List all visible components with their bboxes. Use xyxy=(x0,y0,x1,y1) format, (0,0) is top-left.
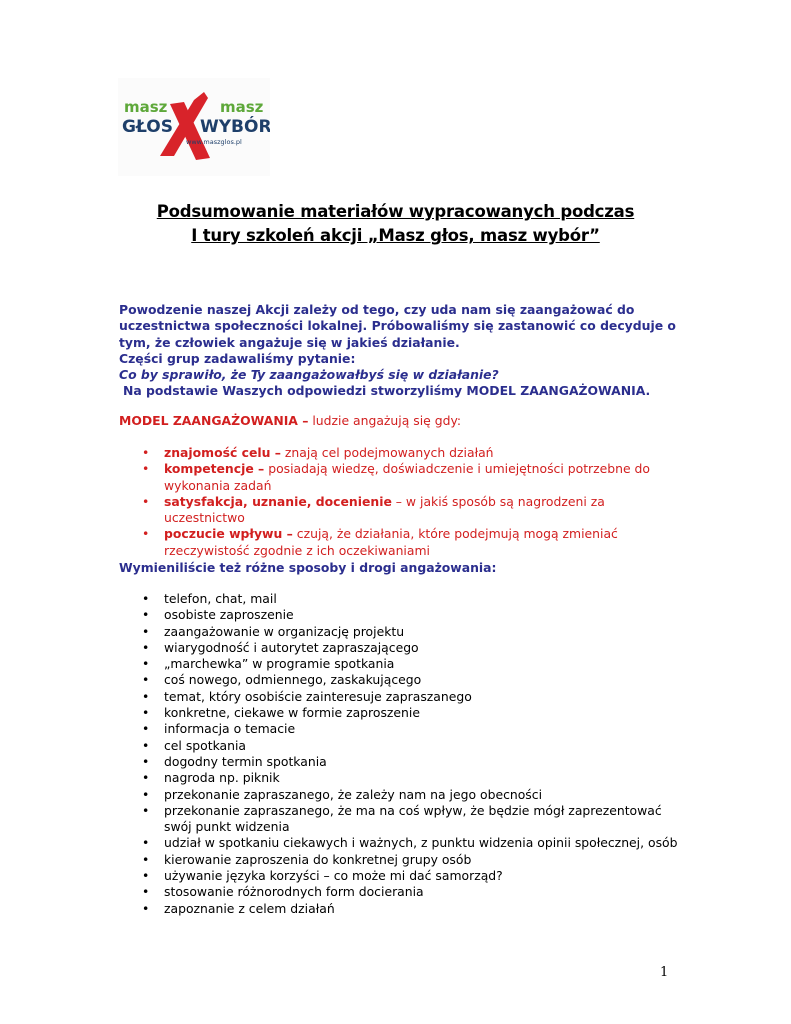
bullet: • xyxy=(142,493,150,509)
model-heading-bold: MODEL ZAANGAŻOWANIA – xyxy=(119,413,309,428)
item-text: „marchewka” w programie spotkania xyxy=(164,656,395,672)
bullet: • xyxy=(142,737,150,753)
bullet: • xyxy=(142,623,150,639)
logo-masz-left: masz xyxy=(124,98,168,116)
page-number: 1 xyxy=(660,965,669,980)
list-item xyxy=(119,624,679,640)
item-text: wiarygodność i autorytet zapraszającego xyxy=(164,639,419,655)
bullet: • xyxy=(142,591,150,606)
list-item xyxy=(119,868,679,884)
title-line-1: Podsumowanie materiałów wypracowanych podczas xyxy=(156,202,635,221)
item-text: przekonanie zapraszanego, że ma na coś wpływ, że będzie mógł zaprezentować swój punkt widzenia xyxy=(164,802,662,835)
bullet: • xyxy=(142,672,150,688)
logo-wybor: WYBÓR xyxy=(200,117,270,137)
list-item xyxy=(119,526,679,559)
logo-url: www.maszglos.pl xyxy=(186,138,242,146)
item-term: poczucie wpływu – xyxy=(164,526,293,542)
list-item xyxy=(119,835,679,851)
bullet: • xyxy=(142,721,150,737)
item-text: czują, że działania, które podejmują mogą zmieniać rzeczywistość zgodnie z ich oczekiwaniami xyxy=(164,526,618,558)
intro-line: Powodzenie naszej Akcji zależy od tego, czy uda nam się zaangażować do xyxy=(119,302,635,317)
list-item xyxy=(119,607,679,623)
bullet: • xyxy=(142,461,150,477)
logo-graphic xyxy=(118,78,270,176)
item-text: zapoznanie z celem działań xyxy=(164,900,335,916)
item-text: – w jakiś sposób są nagrodzeni za uczestnictwo xyxy=(164,493,605,526)
item-text: telefon, chat, mail xyxy=(164,591,277,606)
item-text: konkretne, ciekawe w formie zaproszenie xyxy=(164,705,420,721)
logo-glos: GŁOS xyxy=(122,117,173,137)
bullet: • xyxy=(142,851,150,867)
model-heading-rest: ludzie angażują się gdy: xyxy=(308,413,462,428)
model-list xyxy=(119,445,679,559)
bullet: • xyxy=(142,802,150,818)
item-text: posiadają wiedzę, doświadczenie i umiejętności potrzebne do wykonania zadań xyxy=(164,461,651,493)
list-item xyxy=(119,787,679,803)
intro-question: Co by sprawiło, że Ty zaangażowałbyś się w działanie? xyxy=(119,367,499,383)
item-term: kompetencje – xyxy=(164,461,265,477)
intro-line: tym, że człowiek angażuje się w jakieś działanie. xyxy=(119,334,460,350)
list-item xyxy=(119,901,679,917)
bullet: • xyxy=(142,607,150,623)
item-text: kierowanie zaproszenia do konkretnej grupy osób xyxy=(164,851,472,867)
masz-glos-logo xyxy=(118,78,270,176)
item-text: zaangażowanie w organizację projektu xyxy=(164,623,405,639)
item-text: osobiste zaproszenie xyxy=(164,607,294,623)
list-item xyxy=(119,640,679,656)
intro-paragraph xyxy=(119,302,679,400)
item-term: satysfakcja, uznanie, docenienie xyxy=(164,493,392,509)
list-item xyxy=(119,461,679,494)
intro-line: Części grup zadawaliśmy pytanie: xyxy=(119,350,356,366)
intro-line: Na podstawie Waszych odpowiedzi stworzyliśmy MODEL ZAANGAŻOWANIA. xyxy=(123,383,651,399)
item-text: znają cel podejmowanych działań xyxy=(280,445,494,460)
bullet: • xyxy=(142,688,150,704)
item-text: dogodny termin spotkania xyxy=(164,753,327,769)
list-item xyxy=(119,803,679,836)
intro-line: uczestnictwa społeczności lokalnej. Próbowaliśmy się zastanowić co decyduje o xyxy=(119,318,676,334)
list-item xyxy=(119,445,679,461)
list-item xyxy=(119,738,679,754)
bullet: • xyxy=(142,445,150,460)
item-text: informacja o temacie xyxy=(164,721,296,737)
list-item xyxy=(119,689,679,705)
list-item xyxy=(119,656,679,672)
item-text: używanie języka korzyści – co może mi dać samorząd? xyxy=(164,868,503,884)
list-item xyxy=(119,591,679,607)
bullet: • xyxy=(142,868,150,884)
list-item xyxy=(119,884,679,900)
bullet: • xyxy=(142,705,150,721)
logo-masz-right: masz xyxy=(220,98,264,116)
ways-list xyxy=(119,591,679,917)
bullet: • xyxy=(142,884,150,900)
list-item xyxy=(119,852,679,868)
bullet: • xyxy=(142,639,150,655)
item-text: cel spotkania xyxy=(164,737,247,753)
item-term: znajomość celu – xyxy=(164,445,281,460)
document-title xyxy=(60,200,731,248)
item-text: coś nowego, odmiennego, zaskakującego xyxy=(164,672,422,688)
item-text: udział w spotkaniu ciekawych i ważnych, z punktu widzenia opinii społecznej, osób xyxy=(164,835,678,851)
item-text: przekonanie zapraszanego, że zależy nam na jego obecności xyxy=(164,786,543,802)
bullet: • xyxy=(142,900,150,916)
list-item xyxy=(119,494,679,527)
ways-heading: Wymieniliście też różne sposoby i drogi angażowania: xyxy=(119,560,497,575)
bullet: • xyxy=(142,753,150,769)
bullet: • xyxy=(142,770,150,786)
list-item xyxy=(119,672,679,688)
bullet: • xyxy=(142,526,150,542)
title-line-2: I tury szkoleń akcji „Masz głos, masz wybór” xyxy=(191,226,600,245)
list-item xyxy=(119,721,679,737)
list-item xyxy=(119,770,679,786)
bullet: • xyxy=(142,786,150,802)
item-text: stosowanie różnorodnych form docierania xyxy=(164,884,424,900)
list-item xyxy=(119,705,679,721)
bullet: • xyxy=(142,835,150,851)
model-heading xyxy=(119,413,679,429)
list-item xyxy=(119,754,679,770)
item-text: temat, który osobiście zainteresuje zapraszanego xyxy=(164,688,472,704)
bullet: • xyxy=(142,656,150,672)
item-text: nagroda np. piknik xyxy=(164,770,280,786)
